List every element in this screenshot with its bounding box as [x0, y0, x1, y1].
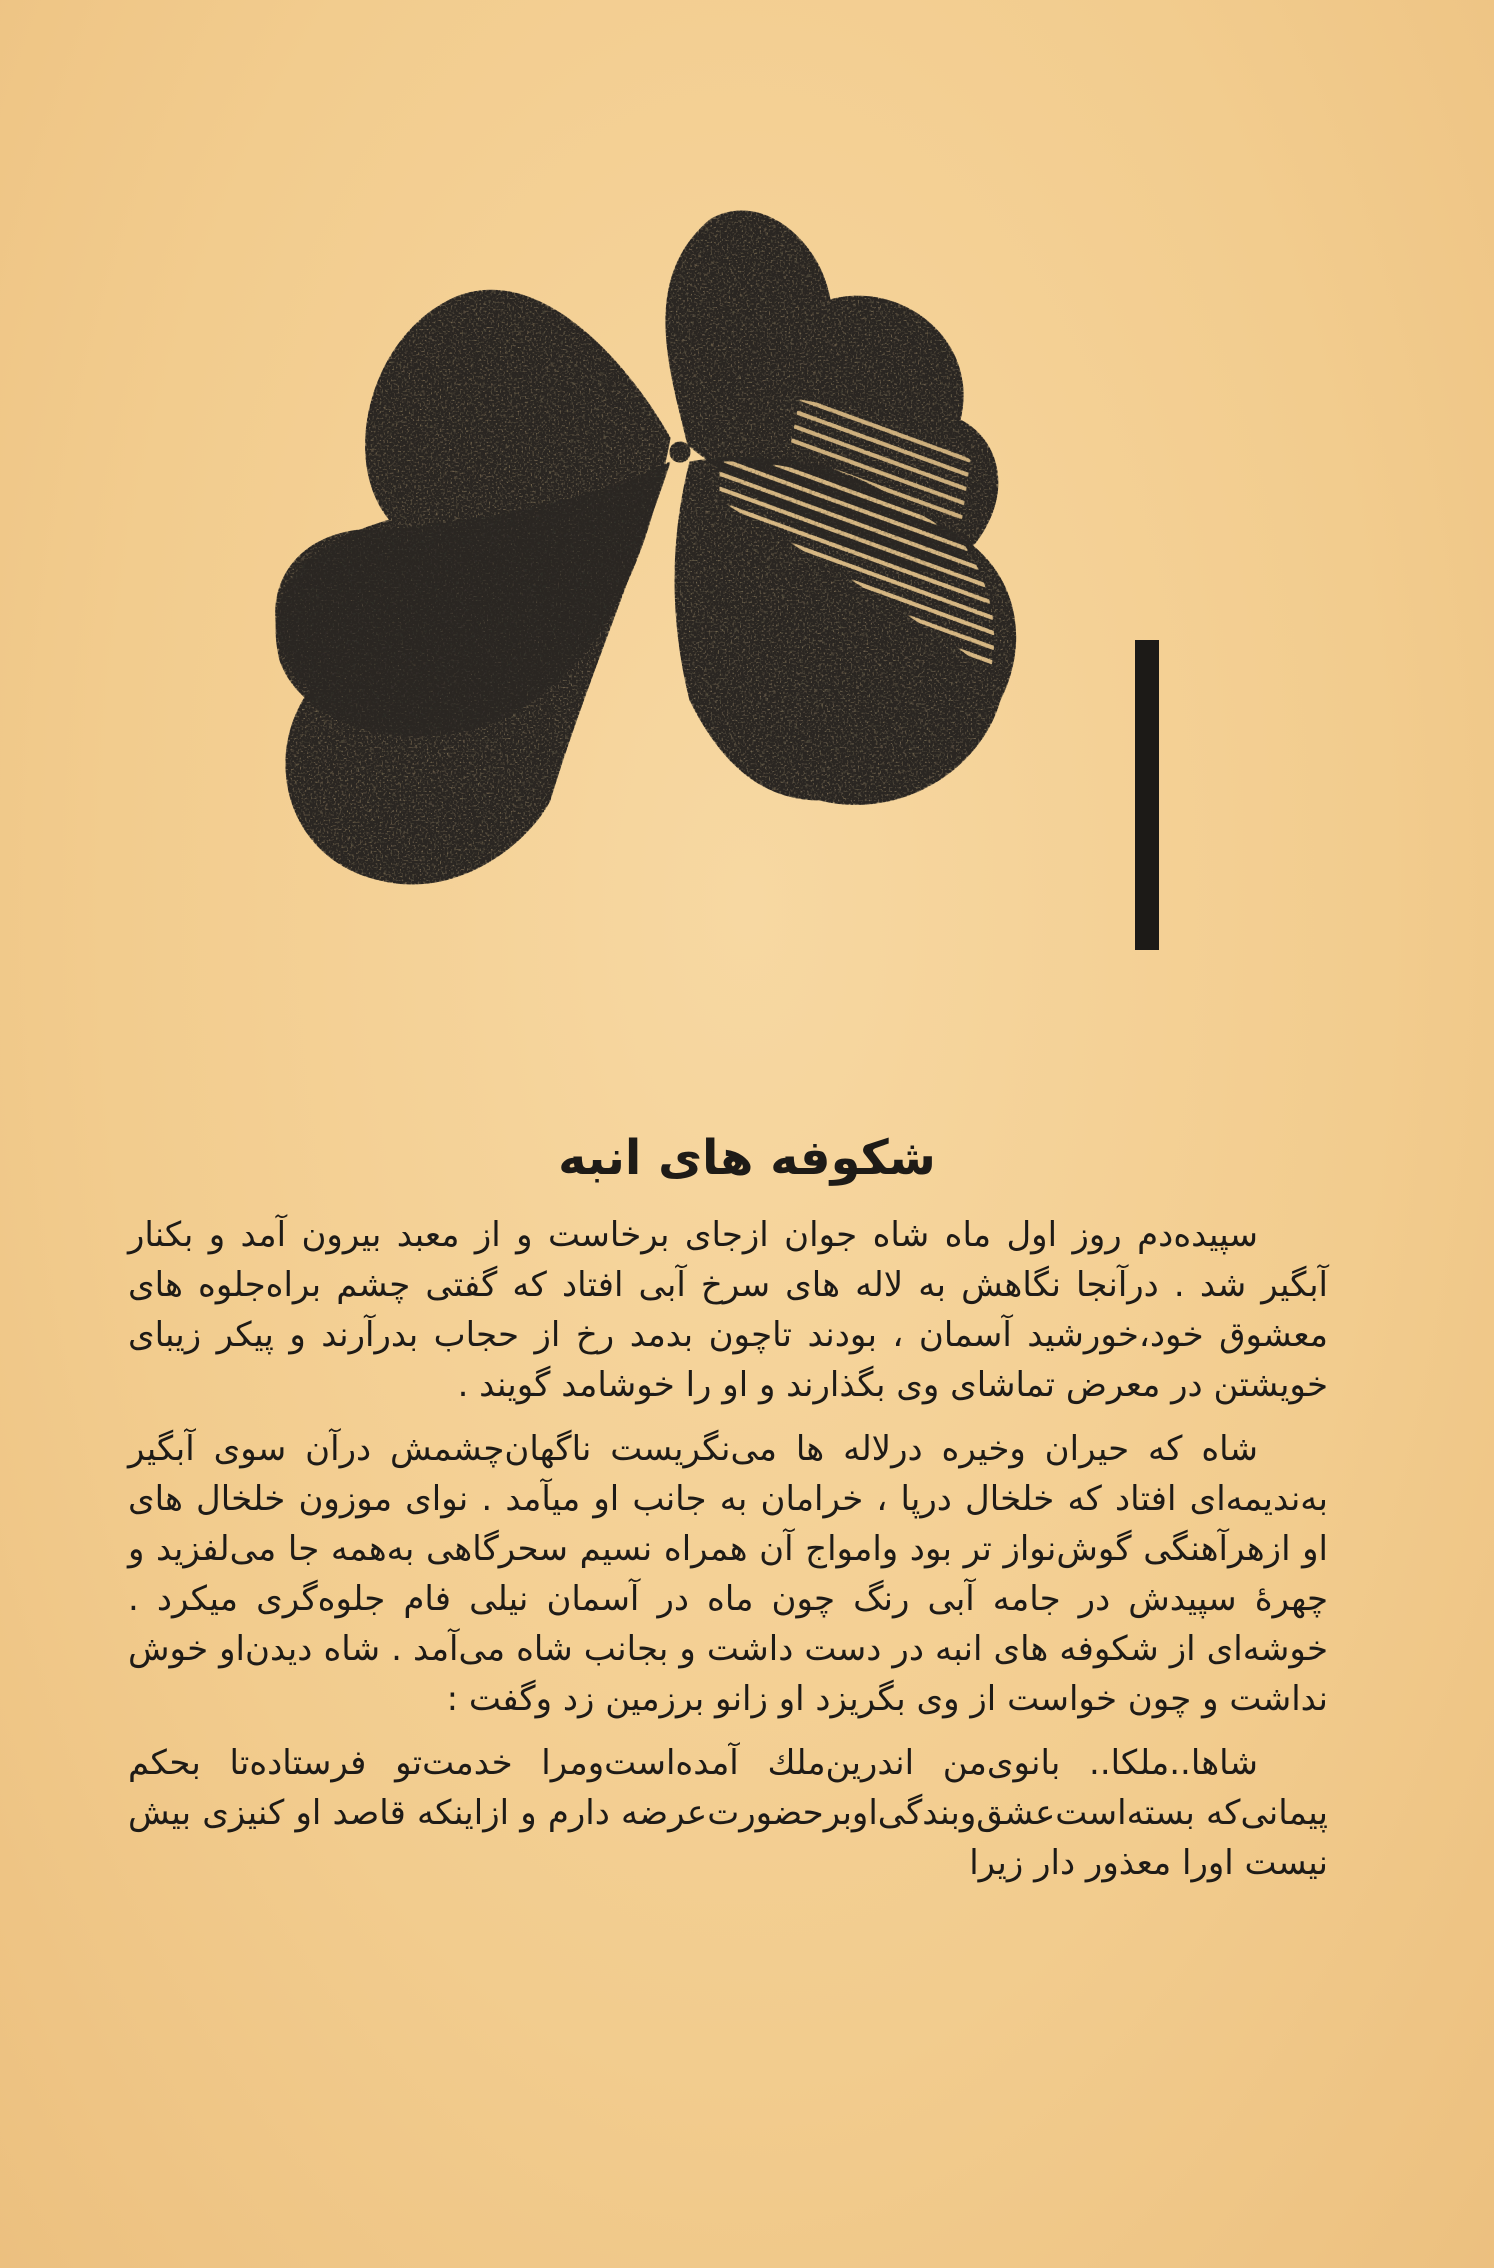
vertical-bar-numeral: [1135, 640, 1159, 950]
paragraph-1: سپیده‌دم روز اول ماه شاه جوان ازجای برخاست و از معبد بیرون آمد و بکنار آبگیر شد . درآنجا نگاهش به لاله های سرخ آبی افتاد که گفتی چشم براه‌جلوه های معشوق خود،خورشید آسمان ، بودند تاچون بدمد رخ از حجاب بدرآرند و پیکر زیبای خویشتن در معرض تماشای وی بگذارند و او را خوشامد گویند .: [128, 1215, 1328, 1405]
article-title: شکوفه های انبه: [558, 1130, 936, 1186]
clover-leaf-bottom-left: [276, 462, 670, 884]
clover-center: [670, 442, 690, 462]
article-body: [128, 1210, 1328, 1888]
paragraph-3: شاها..ملکا.. بانوی‌من اندرین‌ملك آمده‌است‌ومرا خدمت‌تو فرستاده‌تا بحکم پیمانی‌که بسته‌است‌عشق‌وبندگی‌اوبرحضورت‌عرضه دارم و ازاینکه قاصد او کنیزی بیش نیست اورا معذور دار زیرا: [128, 1743, 1328, 1883]
paragraph-2: شاه که حیران وخیره درلاله ها می‌نگریست ناگهان‌چشمش درآن سوی آبگیر به‌ندیمه‌ای افتاد که خلخال درپا ، خرامان به جانب او میآمد . نوای موزون خلخال های او ازهرآهنگی گوش‌نواز تر بود وامواج آن همراه نسیم سحرگاهی به‌همه جا می‌لفزید و چهرهٔ سپیدش در جامه آبی رنگ چون ماه در آسمان نیلی فام جلوه‌گری میکرد . خوشه‌ای از شکوفه های انبه در دست داشت و بجانب شاه می‌آمد . شاه دیدن‌او خوش نداشت و چون خواست از وی بگریزد او زانو برزمین زد وگفت :: [128, 1429, 1328, 1719]
four-leaf-clover-illustration: [200, 200, 1160, 1100]
